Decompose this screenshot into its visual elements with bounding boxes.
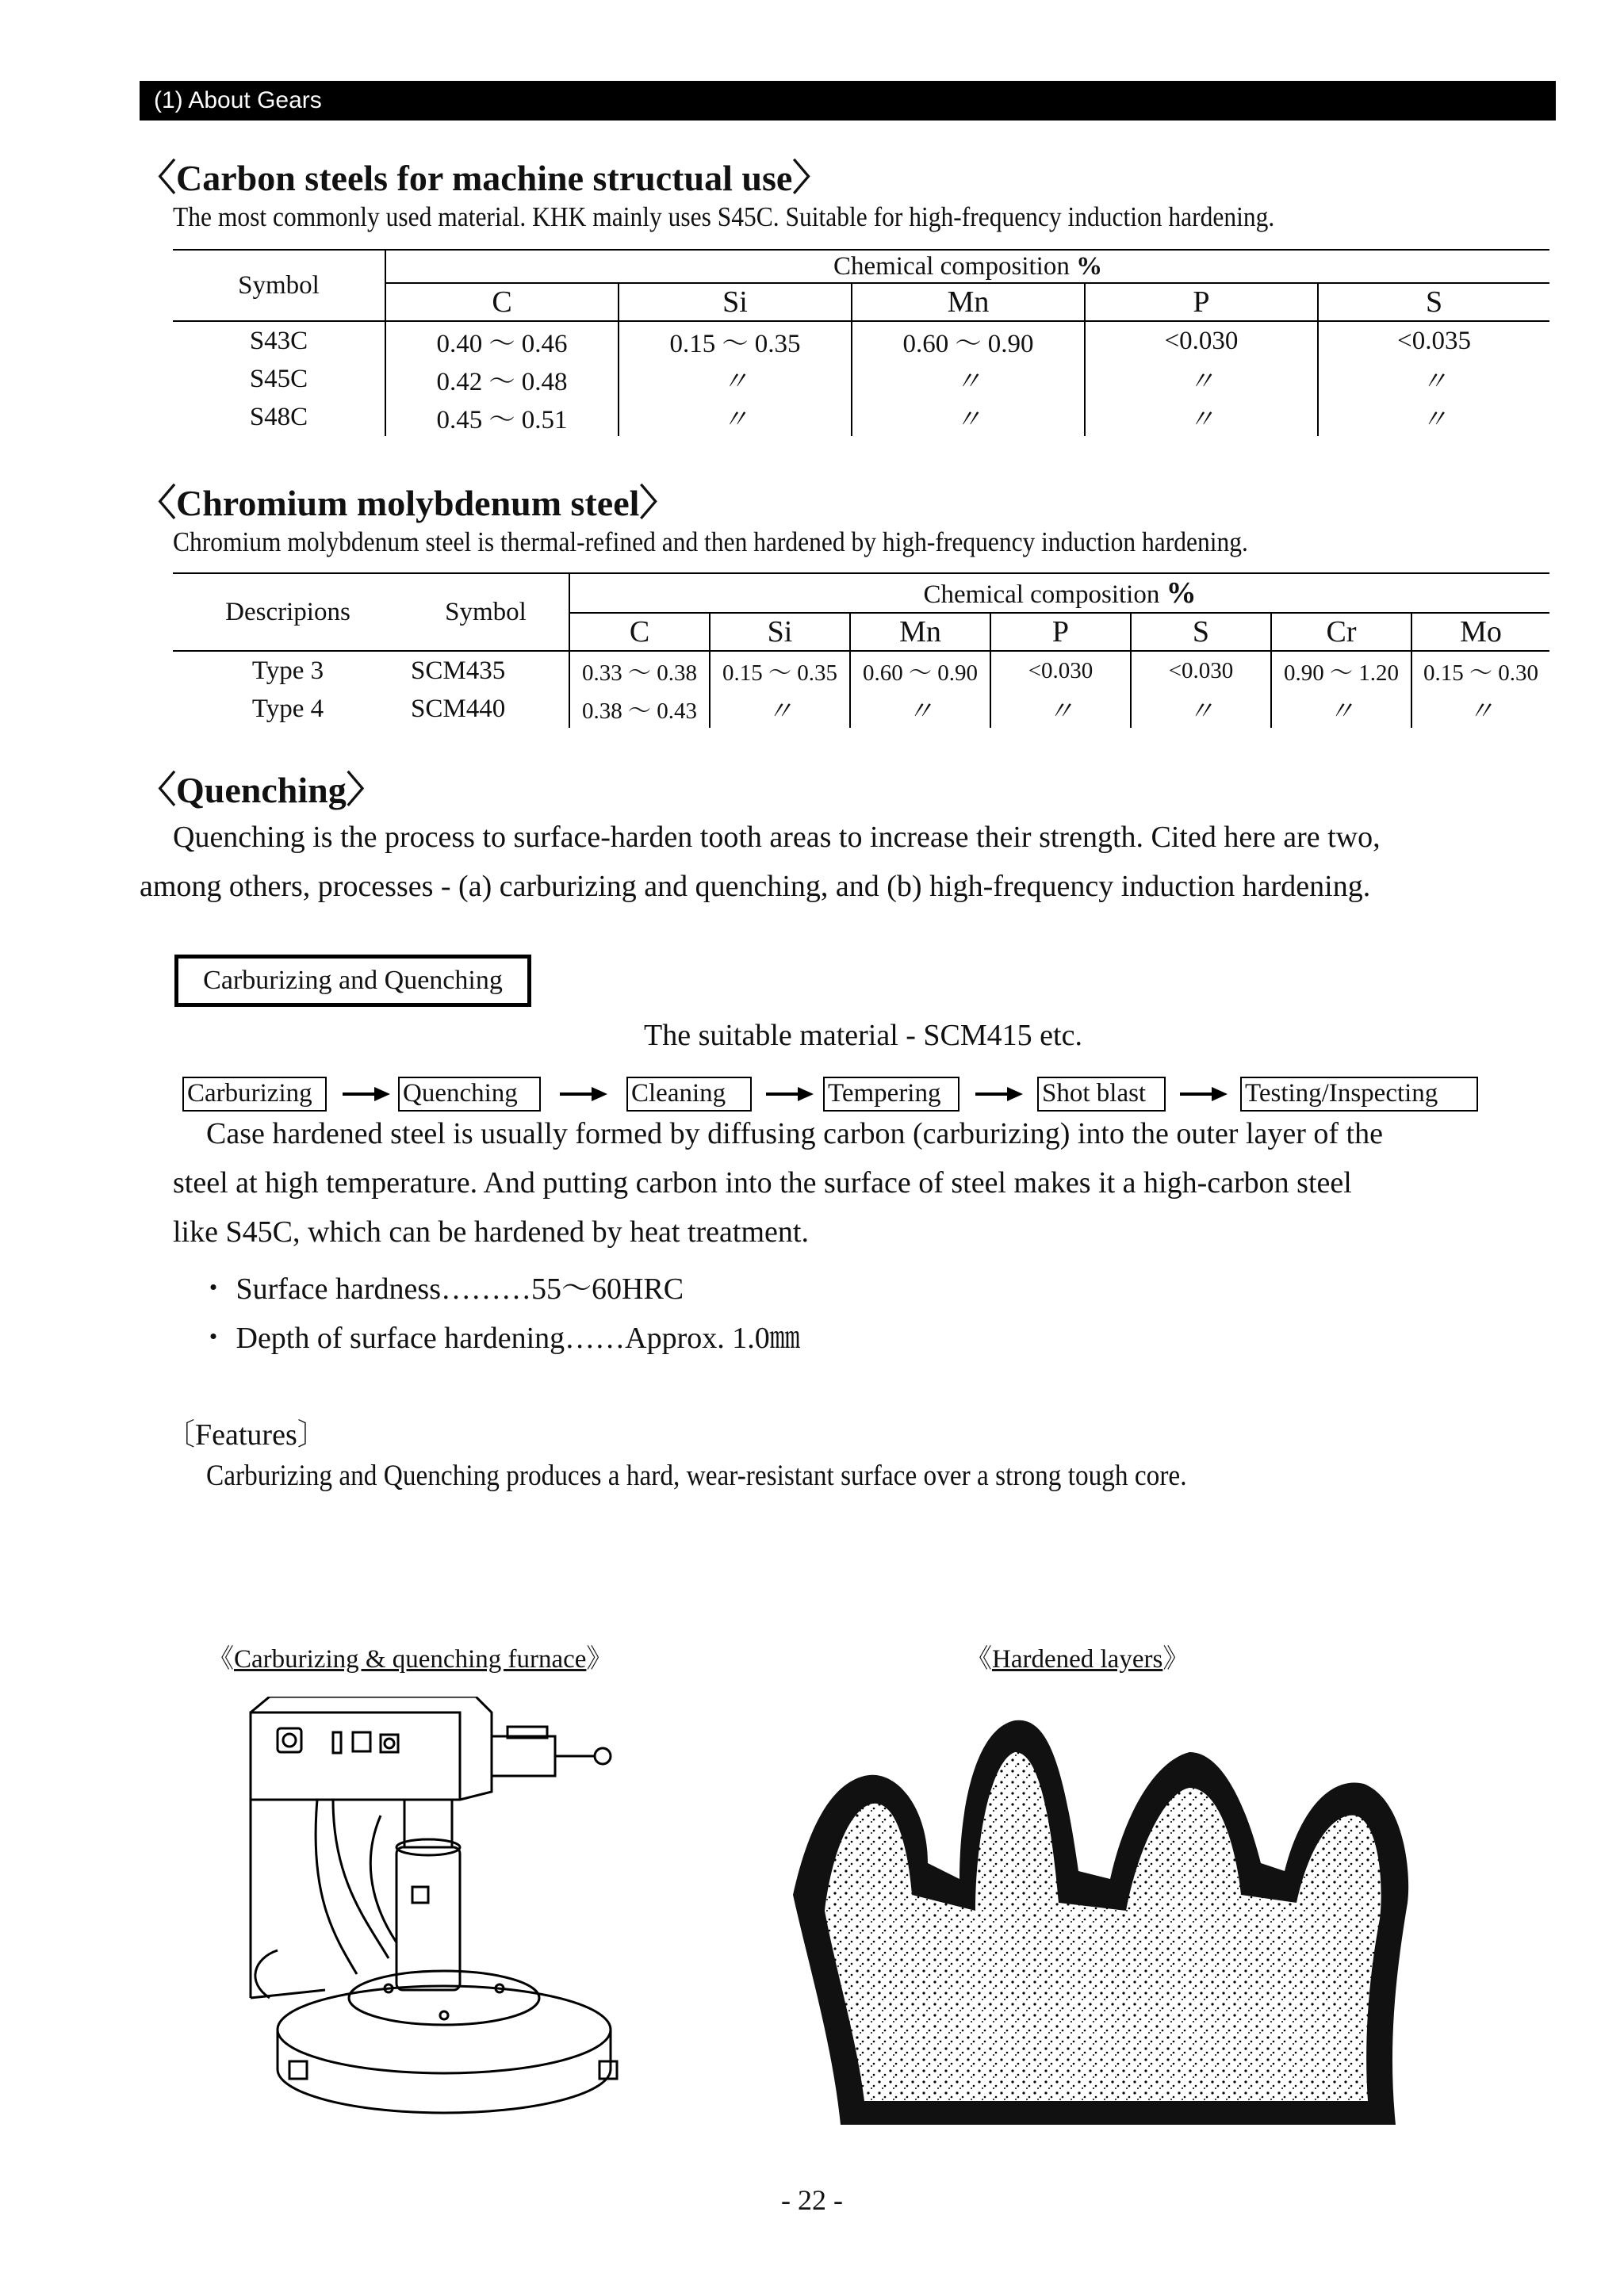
caption-bracket-open: 《 — [966, 1645, 992, 1674]
table-cell: 〃 — [850, 690, 990, 728]
carbon-steels-table — [173, 249, 1549, 436]
hardened-layers-caption — [966, 1638, 1189, 1675]
table-header-chemical-composition — [569, 573, 1549, 613]
flow-arrow-icon — [975, 1085, 1023, 1103]
section-header-title: (1) About Gears — [154, 87, 322, 113]
table-cell: 〃 — [1085, 360, 1318, 398]
table-header-descriptions: Descripions — [173, 573, 403, 651]
table-cell: 0.15 ～ 0.35 — [619, 321, 852, 360]
column-header: Mo — [1411, 613, 1549, 651]
table-cell: 〃 — [1131, 690, 1271, 728]
flow-arrow-icon — [766, 1085, 814, 1103]
surface-hardness-bullet: ・ Surface hardness………55～60HRC — [198, 1272, 684, 1306]
flow-step-cleaning: Cleaning — [626, 1077, 752, 1112]
table-cell: <0.030 — [1085, 321, 1318, 360]
flow-arrow-icon — [1180, 1085, 1228, 1103]
table-cell: 0.60 ～ 0.90 — [852, 321, 1085, 360]
features-text: Carburizing and Quenching produces a hard, wear-resistant surface over a strong tough core. — [206, 1460, 1187, 1492]
carbon-steels-heading: 〈Carbon steels for machine structual use〉 — [140, 158, 829, 198]
table-cell: S43C — [173, 321, 385, 360]
carburizing-description-line: Case hardened steel is usually formed by diffusing carbon (carburizing) into the outer layer of the — [206, 1117, 1383, 1150]
table-cell: 〃 — [852, 360, 1085, 398]
table-cell: 〃 — [990, 690, 1131, 728]
column-header: Si — [710, 613, 850, 651]
table-cell: 〃 — [1271, 690, 1411, 728]
table-cell: SCM440 — [403, 690, 569, 728]
percent-unit: % — [1166, 576, 1197, 610]
hardened-layers-caption-text: Hardened layers — [992, 1645, 1163, 1674]
flow-arrow-icon — [343, 1085, 390, 1103]
chemical-composition-label: Chemical composition — [833, 251, 1070, 281]
column-header: P — [990, 613, 1131, 651]
table-cell: 0.60 ～ 0.90 — [850, 651, 990, 690]
quenching-paragraph-line: among others, processes - (a) carburizing and quenching, and (b) high-frequency induction hardening. — [140, 870, 1371, 903]
hardened-layers-illustration — [777, 1712, 1427, 2125]
table-cell: <0.030 — [990, 651, 1131, 690]
column-header: C — [569, 613, 710, 651]
table-cell: 〃 — [852, 398, 1085, 436]
table-cell: <0.030 — [1131, 651, 1271, 690]
quenching-paragraph-line: Quenching is the process to surface-harden tooth areas to increase their strength. Cited here are two, — [173, 821, 1381, 854]
column-header: C — [385, 283, 619, 321]
table-cell: Type 4 — [251, 694, 324, 723]
suitable-material-text: The suitable material - SCM415 etc. — [644, 1019, 1082, 1052]
features-label: 〔Features〕 — [165, 1418, 327, 1452]
table-header-symbol: Symbol — [173, 250, 385, 321]
table-header-chemical-composition — [385, 250, 1549, 283]
table-cell: 〃 — [710, 690, 850, 728]
carburizing-furnace-illustration — [222, 1697, 666, 2117]
table-cell: SCM435 — [403, 651, 569, 690]
column-header: S — [1318, 283, 1549, 321]
table-row — [173, 398, 1549, 436]
table-cell: 〃 — [1468, 697, 1495, 726]
table-cell: 〃 — [619, 360, 852, 398]
table-cell: Type 3 — [251, 656, 324, 685]
caption-bracket-close: 》 — [586, 1645, 613, 1674]
table-row — [173, 651, 1549, 690]
table-row — [173, 690, 1549, 728]
table-cell: 〃 — [1421, 367, 1448, 396]
table-cell: 0.40 ～ 0.46 — [385, 321, 619, 360]
column-header: Mn — [852, 283, 1085, 321]
table-cell: 〃 — [619, 398, 852, 436]
flow-step-testing-inspecting: Testing/Inspecting — [1240, 1077, 1478, 1112]
table-row — [173, 321, 1549, 360]
flow-step-tempering: Tempering — [823, 1077, 959, 1112]
furnace-caption — [208, 1638, 612, 1675]
column-header: Cr — [1271, 613, 1411, 651]
furnace-caption-text: Carburizing & quenching furnace — [234, 1645, 587, 1674]
table-cell: <0.035 — [1397, 326, 1471, 355]
carburizing-boxed-title: Carburizing and Quenching — [174, 955, 531, 1007]
table-cell: S48C — [173, 398, 385, 436]
carburizing-description-line: steel at high temperature. And putting carbon into the surface of steel makes it a high-carbon steel — [173, 1166, 1352, 1200]
table-cell: 〃 — [1421, 405, 1448, 434]
quenching-heading: 〈Quenching〉 — [140, 770, 383, 810]
table-cell: 〃 — [1085, 398, 1318, 436]
chemical-composition-label: Chemical composition — [923, 580, 1160, 609]
flow-step-carburizing: Carburizing — [182, 1077, 327, 1112]
table-cell: 0.15 ～ 0.30 — [1423, 660, 1539, 686]
caption-bracket-close: 》 — [1162, 1645, 1189, 1674]
percent-unit: % — [1076, 251, 1103, 281]
table-cell: 0.38 ～ 0.43 — [569, 690, 710, 728]
flow-step-shot-blast: Shot blast — [1037, 1077, 1166, 1112]
chromium-steel-intro: Chromium molybdenum steel is thermal-refined and then hardened by high-frequency induction hardening. — [173, 526, 1248, 557]
column-header: Mn — [850, 613, 990, 651]
table-cell: 0.15 ～ 0.35 — [710, 651, 850, 690]
chromium-steel-heading: 〈Chromium molybdenum steel〉 — [140, 483, 676, 523]
table-cell: 0.42 ～ 0.48 — [385, 360, 619, 398]
column-header: Si — [619, 283, 852, 321]
table-header-symbol: Symbol — [403, 573, 569, 651]
table-cell: 0.33 ～ 0.38 — [569, 651, 710, 690]
hardening-depth-bullet: ・ Depth of surface hardening……Approx. 1.0㎜ — [198, 1322, 800, 1355]
caption-bracket-open: 《 — [208, 1645, 234, 1674]
chromium-steel-table — [173, 572, 1549, 728]
table-cell: 0.90 ～ 1.20 — [1271, 651, 1411, 690]
carburizing-description-line: like S45C, which can be hardened by heat treatment. — [173, 1215, 809, 1249]
section-header-bar — [140, 81, 1556, 121]
carbon-steels-intro: The most commonly used material. KHK mainly uses S45C. Suitable for high-frequency induction hardening. — [173, 201, 1275, 232]
table-cell: 0.45 ～ 0.51 — [385, 398, 619, 436]
flow-arrow-icon — [560, 1085, 607, 1103]
flow-step-quenching: Quenching — [398, 1077, 541, 1112]
page-number: - 22 - — [781, 2184, 843, 2216]
table-row — [173, 360, 1549, 398]
column-header: S — [1131, 613, 1271, 651]
table-cell: S45C — [173, 360, 385, 398]
column-header: P — [1085, 283, 1318, 321]
